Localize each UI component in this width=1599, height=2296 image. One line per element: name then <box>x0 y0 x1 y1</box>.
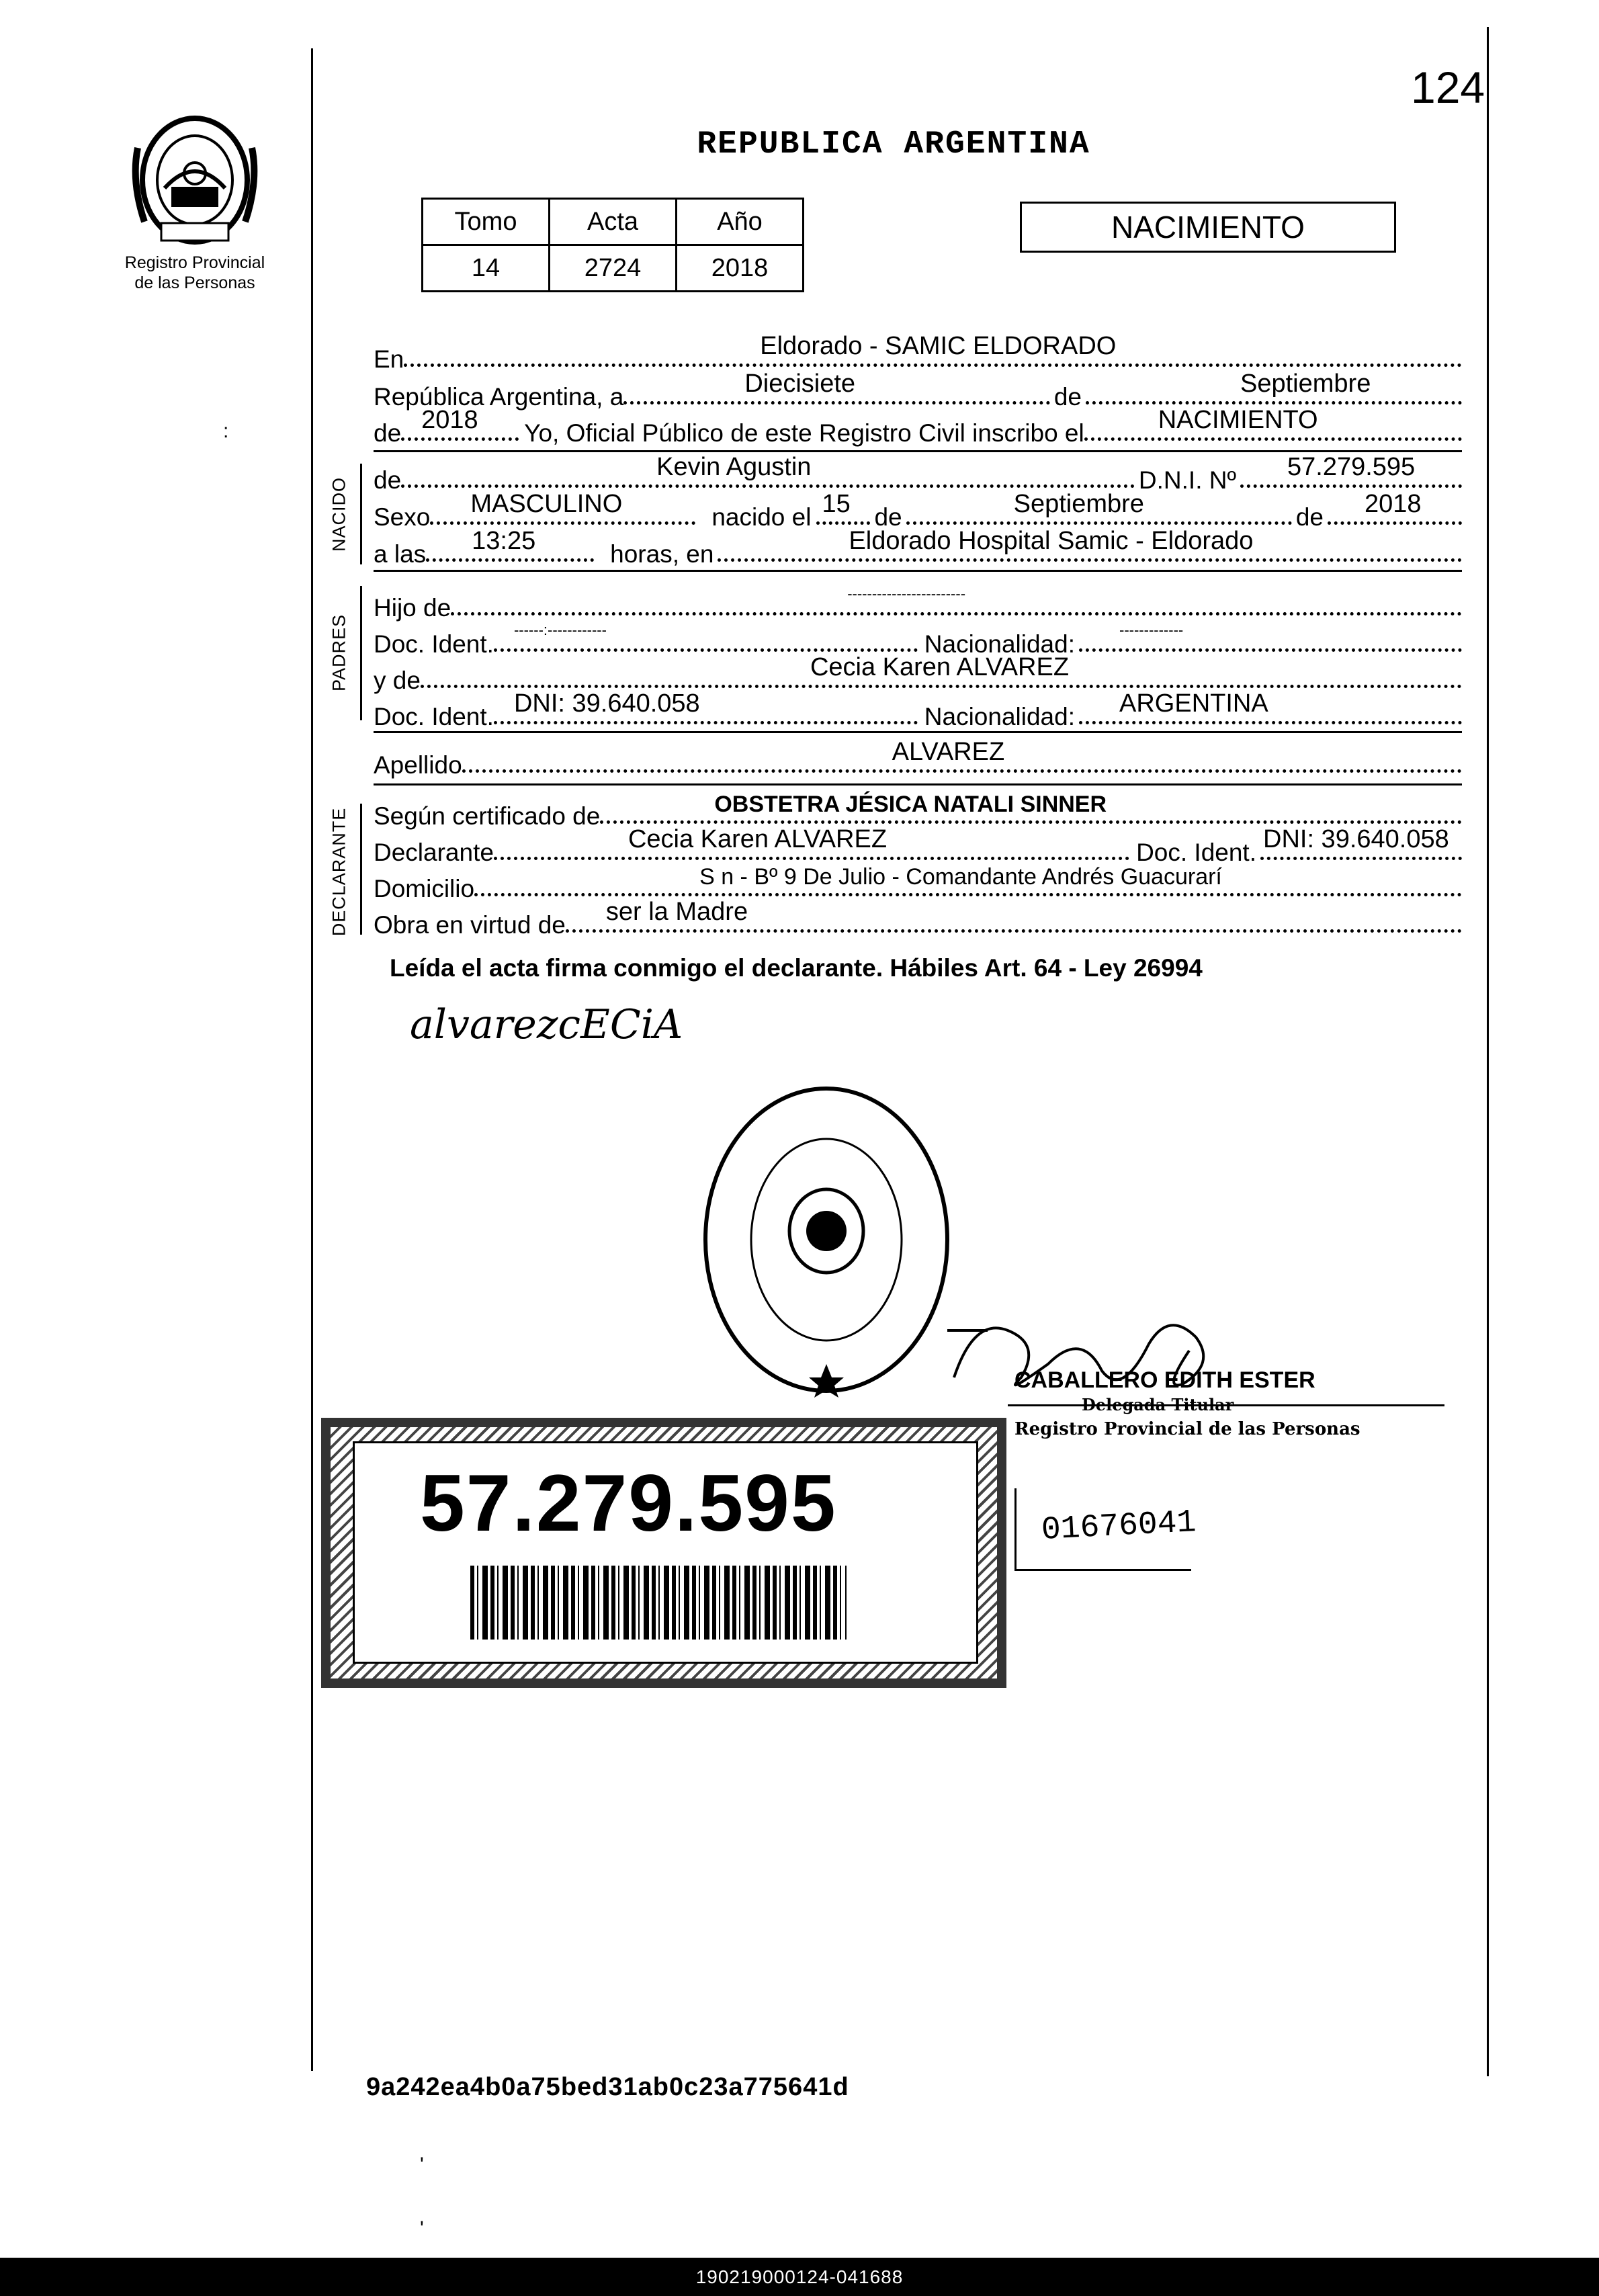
page-number: 124 <box>1411 62 1485 112</box>
left-margin-line <box>311 48 313 2071</box>
line-father <box>374 585 1462 622</box>
father-nationality-value: ------------- <box>1119 622 1184 638</box>
line-apellido <box>374 738 1462 779</box>
declarante-sidebar-line <box>360 804 362 935</box>
section-divider <box>374 570 1462 572</box>
record-table-cell: 2018 <box>677 245 804 292</box>
declarante-doc-value: DNI: 39.640.058 <box>1263 825 1449 853</box>
dotted-fill <box>906 490 1292 525</box>
republica-label: República Argentina, a <box>374 383 624 411</box>
dotted-fill <box>1328 490 1462 525</box>
declarante-label: Declarante <box>374 839 494 866</box>
dotted-fill <box>1260 825 1462 860</box>
officer-title: Delegada Titular <box>1082 1395 1234 1414</box>
dotted-fill <box>816 490 870 525</box>
line-name <box>374 453 1462 495</box>
dotted-fill <box>600 792 1462 824</box>
dotted-fill <box>426 527 594 562</box>
declarant-signature: alvarezcECiA <box>410 1001 683 1048</box>
dotted-fill <box>494 622 918 652</box>
line-declarante <box>374 825 1462 867</box>
apellido-label: Apellido <box>374 751 462 779</box>
dotted-fill <box>494 825 1129 860</box>
line-official <box>374 406 1462 448</box>
padres-sidebar-line <box>360 586 362 720</box>
y-de-label: y de <box>374 667 421 694</box>
birth-month-value: Septiembre <box>1013 490 1144 518</box>
nacido-el-label: nacido el <box>711 503 812 531</box>
father-doc-value: ------:------------ <box>513 622 607 638</box>
record-type-box: NACIMIENTO <box>1020 202 1396 253</box>
dotted-fill <box>566 898 1462 933</box>
barcode <box>470 1566 847 1640</box>
stamp-seal-icon <box>699 1082 954 1398</box>
dotted-fill <box>494 689 918 724</box>
dotted-fill <box>421 653 1462 688</box>
de-label: de <box>374 466 402 494</box>
dni-number: 57.279.595 <box>420 1458 837 1548</box>
dotted-fill <box>1086 370 1462 405</box>
dotted-fill <box>462 738 1462 773</box>
dni-label: D.N.I. Nº <box>1138 466 1236 494</box>
de-label: de <box>1053 383 1082 411</box>
control-number: 01676041 <box>1040 1504 1197 1549</box>
logo-caption <box>101 253 289 293</box>
sexo-label: Sexo <box>374 503 431 531</box>
section-divider <box>374 783 1462 785</box>
child-dni-value: 57.279.595 <box>1287 453 1416 481</box>
inscribe-type-value: NACIMIENTO <box>1158 406 1318 434</box>
doc-ident-label: Doc. Ident. <box>374 703 494 730</box>
year-value: 2018 <box>421 406 478 434</box>
en-label: En <box>374 345 404 373</box>
dotted-fill <box>404 332 1462 367</box>
dotted-fill <box>430 490 695 525</box>
time-value: 13:25 <box>472 527 536 555</box>
horas-en-label: horas, en <box>610 540 714 568</box>
mother-doc-value: DNI: 39.640.058 <box>513 689 700 718</box>
nacionalidad-label: Nacionalidad: <box>924 630 1075 658</box>
record-table-header: Tomo <box>423 199 550 245</box>
record-table-value-row <box>423 245 804 292</box>
domicilio-label: Domicilio <box>374 875 475 902</box>
line-place <box>374 332 1462 374</box>
section-divider <box>374 731 1462 733</box>
dotted-fill <box>623 370 1050 405</box>
father-name-value: ------------------------ <box>847 585 966 602</box>
hijo-de-label: Hijo de <box>374 594 451 622</box>
declarante-side-label: DECLARANTE <box>329 807 349 937</box>
obra-label: Obra en virtud de <box>374 911 566 939</box>
padres-side-label: PADRES <box>329 613 349 692</box>
officer-name: CABALLERO EDITH ESTER <box>1014 1367 1315 1393</box>
section-divider <box>374 450 1462 452</box>
nacionalidad-label: Nacionalidad: <box>924 703 1075 730</box>
record-table-cell: 2724 <box>550 245 677 292</box>
mother-nationality-value: ARGENTINA <box>1119 689 1268 718</box>
record-table <box>421 198 804 292</box>
right-margin-line <box>1487 27 1489 2076</box>
line-sex <box>374 490 1462 532</box>
certificado-value: OBSTETRA JÉSICA NATALI SINNER <box>714 792 1107 817</box>
logo-caption-line2: de las Personas <box>134 273 255 292</box>
birth-de-label: de <box>874 503 902 531</box>
doc-ident-label: Doc. Ident. <box>1136 839 1256 866</box>
dotted-fill <box>1079 622 1462 652</box>
dotted-fill <box>1240 453 1462 488</box>
margin-mark: : <box>223 420 229 442</box>
record-table-header: Año <box>677 199 804 245</box>
official-stamp <box>699 1082 954 1401</box>
official-text: Yo, Oficial Público de este Registro Civil inscribo el <box>524 419 1084 447</box>
dotted-fill <box>1079 689 1462 724</box>
legal-text: Leída el acta firma conmigo el declarante. Hábiles Art. 64 - Ley 26994 <box>390 954 1203 982</box>
line-obra <box>374 898 1462 939</box>
dotted-fill <box>401 406 519 441</box>
apellido-value: ALVAREZ <box>892 738 1005 766</box>
place-value: Eldorado - SAMIC ELDORADO <box>760 332 1117 360</box>
margin-mark: ' <box>420 2217 424 2240</box>
declarante-name-value: Cecia Karen ALVAREZ <box>628 825 888 853</box>
domicilio-value: S n - Bº 9 De Julio - Comandante Andrés Guacurarí <box>699 864 1222 890</box>
dotted-fill <box>451 585 1462 615</box>
record-table-cell: 14 <box>423 245 550 292</box>
child-name-value: Kevin Agustin <box>656 453 812 481</box>
line-domicilio <box>374 865 1462 903</box>
record-table-header-row <box>423 199 804 245</box>
birth-place-value: Eldorado Hospital Samic - Eldorado <box>849 527 1254 555</box>
birth-day-value: 15 <box>822 490 851 518</box>
dotted-fill <box>401 453 1135 488</box>
margin-mark: ' <box>420 2154 424 2176</box>
line-time <box>374 527 1462 568</box>
footer-code-bar: 190219000124-041688 <box>0 2258 1599 2296</box>
dotted-fill <box>474 864 1462 896</box>
record-table-header: Acta <box>550 199 677 245</box>
mother-name-value: Cecia Karen ALVAREZ <box>810 653 1070 681</box>
sexo-value: MASCULINO <box>470 490 623 518</box>
doc-ident-label: Doc. Ident. <box>374 630 494 658</box>
certificado-label: Según certificado de <box>374 802 601 830</box>
dotted-fill <box>1084 406 1462 441</box>
dotted-fill <box>718 527 1462 562</box>
obra-value: ser la Madre <box>605 898 748 926</box>
page-title: REPUBLICA ARGENTINA <box>697 126 1090 163</box>
line-mother-doc <box>374 689 1462 731</box>
birth-year-value: 2018 <box>1365 490 1422 518</box>
month-value: Septiembre <box>1240 370 1371 398</box>
document-hash: 9a242ea4b0a75bed31ab0c23a775641d <box>366 2073 849 2101</box>
officer-organization: Registro Provincial de las Personas <box>1014 1419 1360 1439</box>
nacido-side-label: NACIDO <box>329 477 349 552</box>
a-las-label: a las <box>374 540 427 568</box>
birth-de2-label: de <box>1295 503 1324 531</box>
logo-caption-line1: Registro Provincial <box>124 253 265 272</box>
nacido-sidebar-line <box>360 464 362 564</box>
day-value: Diecisiete <box>744 370 856 398</box>
year-prefix-label: de <box>374 419 402 447</box>
